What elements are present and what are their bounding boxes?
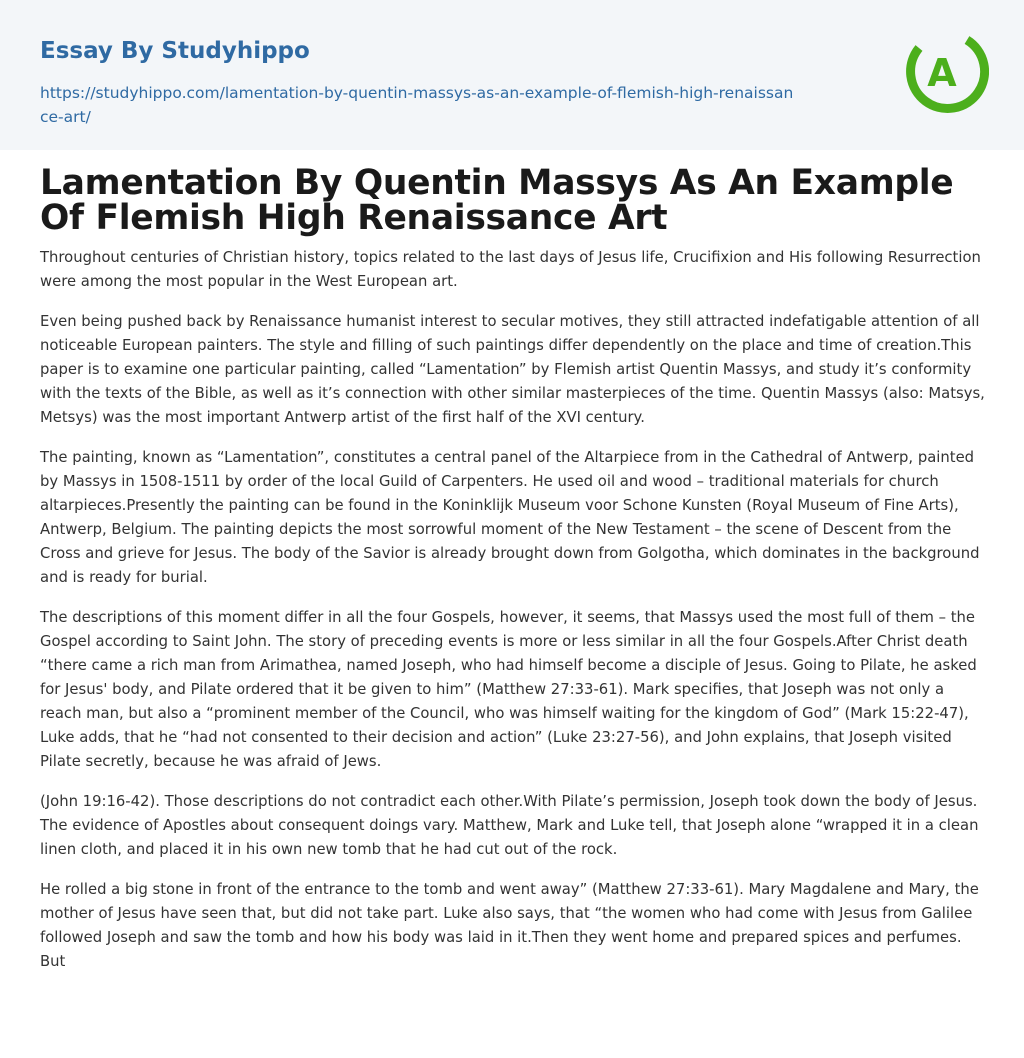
article-paragraph-2: Even being pushed back by Renaissance humanist interest to secular motives, they still attracted indefatigable attention of all noticeable European painters. The style and filling of such paintings differ dependently on the place and time of creation.This paper is to examine one particular painting, called “Lamentation” by Flemish artist Quentin Massys, and study it’s conformity with the texts of the Bible, as well as it’s connection with other similar masterpieces of the time. Quentin Massys (also: Matsys, Metsys) was the most important Antwerp artist of the first half of the XVI century. bbox=[40, 313, 985, 426]
page-title: Lamentation By Quentin Massys As An Example Of Flemish High Renaissance Art bbox=[40, 163, 954, 238]
logo-letter: A bbox=[927, 51, 957, 95]
article-paragraph-4: The descriptions of this moment differ in all the four Gospels, however, it seems, that Massys used the most full of them – the Gospel according to Saint John. The story of preceding events is more or less similar in all the four Gospels.After Christ death “there came a rich man from Arimathea, named Joseph, who had himself become a disciple of Jesus. Going to Pilate, he asked for Jesus' body, and Pilate ordered that it be given to him” (Matthew 27:33-61). Mark specifies, that Joseph was not only a reach man, but also a “prominent member of the Council, who was himself waiting for the kingdom of God” (Mark 15:22-47), Luke adds, that he “had not consented to their decision and action” (Luke 23:27-56), and John explains, that Joseph visited Pilate secretly, because he was afraid of Jews. bbox=[40, 609, 977, 770]
article-paragraph-6: He rolled a big stone in front of the entrance to the tomb and went away” (Matthew 27:33-61). Mary Magdalene and Mary, the mother of Jesus have seen that, but did not take part. Luke also says, that “the women who had come with Jesus from Galilee followed Joseph and saw the tomb and how his body was laid in it.Then they went home and prepared spices and perfumes. But bbox=[40, 881, 979, 970]
article-content bbox=[40, 163, 990, 990]
source-url-link[interactable]: https://studyhippo.com/lamentation-by-quentin-massys-as-an-example-of-flemish-high-renaissance-art/ bbox=[40, 84, 794, 126]
article-paragraph-5: (John 19:16-42). Those descriptions do not contradict each other.With Pilate’s permission, Joseph took down the body of Jesus. The evidence of Apostles about consequent doings vary. Matthew, Mark and Luke tell, that Joseph alone “wrapped it in a clean linen cloth, and placed it in his own new tomb that he had cut out of the rock. bbox=[40, 793, 979, 858]
article-paragraph-3: The painting, known as “Lamentation”, constitutes a central panel of the Altarpiece from in the Cathedral of Antwerp, painted by Massys in 1508-1511 by order of the local Guild of Carpenters. He used oil and wood – traditional materials for church altarpieces.Presently the painting can be found in the Koninklijk Museum voor Schone Kunsten (Royal Museum of Fine Arts), Antwerp, Belgium. The painting depicts the most sorrowful moment of the New Testament – the scene of Descent from the Cross and grieve for Jesus. The body of the Savior is already brought down from Golgotha, which dominates in the background and is ready for burial. bbox=[40, 449, 980, 586]
article-paragraph-1: Throughout centuries of Christian history, topics related to the last days of Jesus life, Crucifixion and His following Resurrection were among the most popular in the West European art. bbox=[40, 249, 981, 290]
site-brand-title[interactable]: Essay By Studyhippo bbox=[40, 38, 310, 64]
site-header bbox=[0, 0, 1024, 150]
studyhippo-logo-icon[interactable] bbox=[905, 28, 989, 116]
